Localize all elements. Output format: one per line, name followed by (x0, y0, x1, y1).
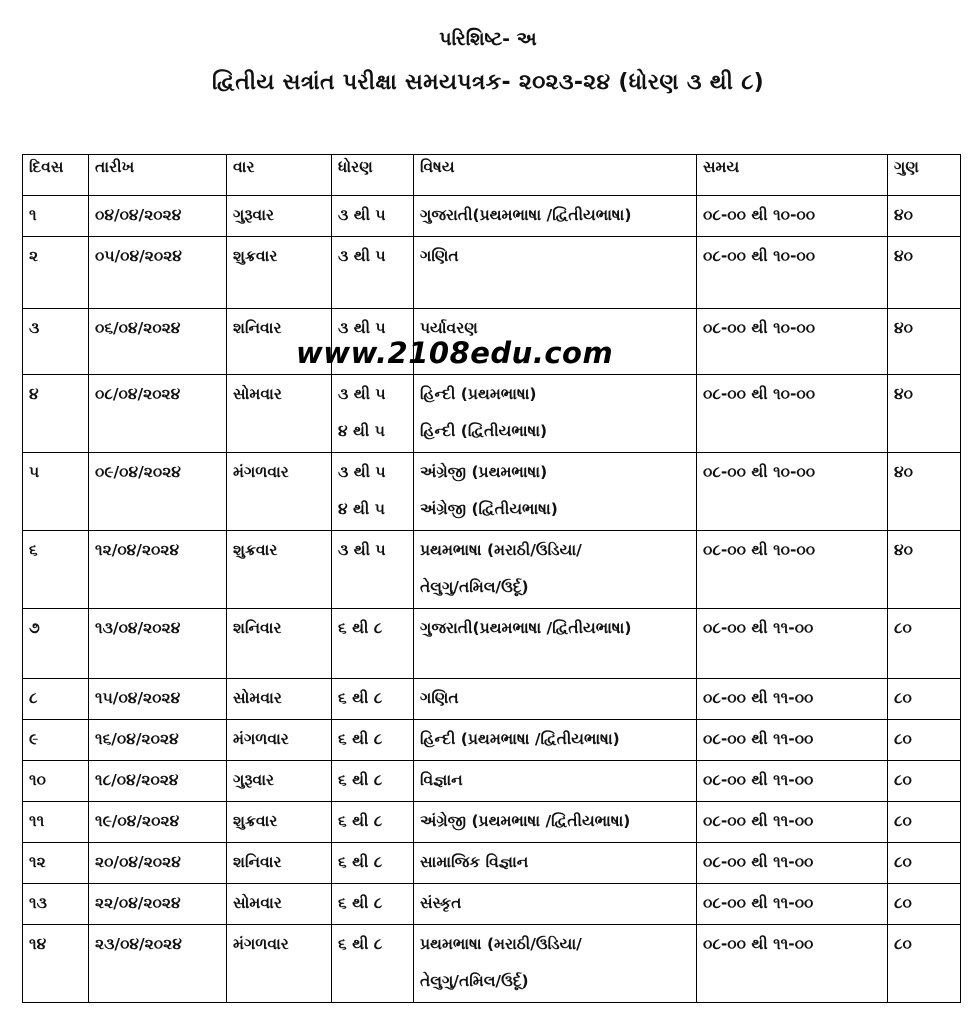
marks-cell-text: ૪૦ (894, 541, 913, 559)
subject-cell-line: તેલુગુ/તમિલ/ઉર્દૂ) (420, 972, 529, 990)
weekday-cell (227, 720, 332, 761)
column-header-marks: ગુણ (888, 155, 961, 196)
time-cell (697, 309, 888, 375)
date-cell (89, 237, 227, 309)
marks-cell (888, 925, 961, 1003)
marks-cell (888, 761, 961, 802)
marks-cell-text: ૮૦ (894, 771, 912, 789)
time-cell (697, 884, 888, 925)
weekday-cell-text: શુક્રવાર (233, 812, 278, 830)
weekday-cell (227, 237, 332, 309)
date-cell-text: ૧૨/૦૪/૨૦૨૪ (95, 541, 180, 559)
subject-cell-line: ગણિત (420, 689, 459, 707)
date-cell (89, 453, 227, 531)
day-cell-text: ૧૪ (29, 935, 47, 953)
date-cell (89, 196, 227, 237)
subject-cell (414, 375, 697, 453)
standard-cell-line: ૬ થી ૮ (338, 771, 383, 789)
exam-schedule-table (22, 154, 961, 1003)
marks-cell (888, 609, 961, 679)
subject-cell-line: પ્રથમભાષા (મરાઠી/ઉડિયા/ (420, 935, 582, 953)
marks-cell (888, 237, 961, 309)
marks-cell-text: ૪૦ (894, 385, 913, 403)
weekday-cell-text: સોમવાર (233, 894, 282, 912)
date-cell-text: ૦૬/૦૪/૨૦૨૪ (95, 319, 181, 337)
time-cell (697, 609, 888, 679)
column-header-subject: વિષય (414, 155, 697, 196)
date-cell (89, 679, 227, 720)
column-header-standard: ધોરણ (332, 155, 414, 196)
marks-cell-text: ૪૦ (894, 206, 913, 224)
time-cell (697, 531, 888, 609)
weekday-cell-text: મંગળવાર (233, 935, 289, 953)
weekday-cell-text: સોમવાર (233, 385, 282, 403)
date-cell (89, 925, 227, 1003)
subject-cell-line: હિન્દી (પ્રથમભાષા /દ્વિતીયભાષા) (420, 730, 620, 748)
marks-cell (888, 196, 961, 237)
weekday-cell (227, 802, 332, 843)
day-cell-text: ૧૨ (29, 853, 46, 871)
page-title: દ્વિતીય સત્રાંત પરીક્ષા સમયપત્રક- ૨૦૨૩-૨૪ (ધોરણ ૩ થી ૮) (212, 70, 764, 95)
standard-cell (332, 196, 414, 237)
marks-cell (888, 802, 961, 843)
weekday-cell (227, 843, 332, 884)
standard-cell-line: ૩ થી ૫ (338, 385, 386, 403)
standard-cell (332, 884, 414, 925)
subject-cell-line: વિજ્ઞાન (420, 771, 463, 789)
table-row (23, 802, 961, 843)
subject-cell (414, 531, 697, 609)
standard-cell-line: ૩ થી ૫ (338, 463, 386, 481)
day-cell (23, 531, 89, 609)
subject-cell (414, 679, 697, 720)
table-body (23, 196, 961, 1003)
time-cell (697, 925, 888, 1003)
weekday-cell (227, 679, 332, 720)
day-cell-text: ૧૩ (29, 894, 47, 912)
weekday-cell (227, 925, 332, 1003)
day-cell-text: ૪ (29, 385, 39, 403)
subject-cell (414, 720, 697, 761)
appendix-label: પરિશિષ્ટ- અ (439, 28, 537, 50)
day-cell-text: ૬ (29, 541, 38, 559)
marks-cell (888, 843, 961, 884)
standard-cell-line: ૬ થી ૮ (338, 730, 383, 748)
subject-cell (414, 884, 697, 925)
date-cell (89, 884, 227, 925)
subject-cell (414, 802, 697, 843)
date-cell-text: ૦૮/૦૪/૨૦૨૪ (95, 385, 181, 403)
time-cell-text: ૦૮-૦૦ થી ૧૦-૦૦ (703, 319, 816, 337)
time-cell-text: ૦૮-૦૦ થી ૧૦-૦૦ (703, 247, 816, 265)
marks-cell-text: ૮૦ (894, 619, 912, 637)
weekday-cell (227, 196, 332, 237)
time-cell-text: ૦૮-૦૦ થી ૧૧-૦૦ (703, 894, 814, 912)
standard-cell (332, 802, 414, 843)
date-cell-text: ૧૮/૦૪/૨૦૨૪ (95, 771, 179, 789)
table-row (23, 237, 961, 309)
marks-cell-text: ૮૦ (894, 894, 912, 912)
time-cell-text: ૦૮-૦૦ થી ૧૧-૦૦ (703, 619, 814, 637)
marks-cell (888, 531, 961, 609)
weekday-cell (227, 884, 332, 925)
subject-cell-line: ગણિત (420, 247, 459, 265)
time-cell (697, 720, 888, 761)
day-cell (23, 309, 89, 375)
date-cell-text: ૨૩/૦૪/૨૦૨૪ (95, 935, 182, 953)
day-cell (23, 453, 89, 531)
subject-cell-line: ગુજરાતી(પ્રથમભાષા /દ્વિતીયભાષા) (420, 619, 632, 637)
date-cell-text: ૧૫/૦૪/૨૦૨૪ (95, 689, 181, 707)
time-cell (697, 237, 888, 309)
standard-cell (332, 237, 414, 309)
date-cell (89, 843, 227, 884)
weekday-cell-text: ગુરૂવાર (233, 206, 275, 224)
day-cell (23, 802, 89, 843)
weekday-cell-text: શનિવાર (233, 319, 282, 337)
time-cell-text: ૦૮-૦૦ થી ૧૧-૦૦ (703, 689, 814, 707)
standard-cell-line: ૬ થી ૮ (338, 812, 383, 830)
subject-cell-line: સામાજિક વિજ્ઞાન (420, 853, 529, 871)
time-cell-text: ૦૮-૦૦ થી ૧૧-૦૦ (703, 935, 814, 953)
table-row (23, 843, 961, 884)
standard-cell-line: ૩ થી ૫ (338, 319, 386, 337)
time-cell-text: ૦૮-૦૦ થી ૧૧-૦૦ (703, 771, 814, 789)
standard-cell (332, 531, 414, 609)
standard-cell-line: ૬ થી ૮ (338, 689, 383, 707)
subject-cell-line: હિન્દી (દ્વિતીયભાષા) (420, 422, 548, 440)
time-cell (697, 679, 888, 720)
day-cell (23, 237, 89, 309)
date-cell-text: ૦૪/૦૪/૨૦૨૪ (95, 206, 182, 224)
weekday-cell (227, 761, 332, 802)
day-cell-text: ૫ (29, 463, 40, 481)
marks-cell (888, 679, 961, 720)
table-header-row (23, 155, 961, 196)
weekday-cell-text: મંગળવાર (233, 730, 289, 748)
day-cell (23, 196, 89, 237)
time-cell (697, 843, 888, 884)
marks-cell-text: ૪૦ (894, 247, 913, 265)
date-cell (89, 531, 227, 609)
date-cell (89, 309, 227, 375)
table-row (23, 925, 961, 1003)
marks-cell-text: ૪૦ (894, 319, 913, 337)
table-row (23, 679, 961, 720)
marks-cell-text: ૮૦ (894, 730, 912, 748)
standard-cell-line: ૬ થી ૮ (338, 894, 383, 912)
subject-cell (414, 925, 697, 1003)
table-row (23, 609, 961, 679)
standard-cell (332, 375, 414, 453)
subject-cell-line: અંગ્રેજી (પ્રથમભાષા /દ્વિતીયભાષા) (420, 812, 631, 830)
time-cell-text: ૦૮-૦૦ થી ૧૧-૦૦ (703, 853, 814, 871)
subject-cell-line: હિન્દી (પ્રથમભાષા) (420, 385, 537, 403)
table-row (23, 531, 961, 609)
time-cell-text: ૦૮-૦૦ થી ૧૧-૦૦ (703, 730, 814, 748)
day-cell (23, 375, 89, 453)
subject-cell-line: પ્રથમભાષા (મરાઠી/ઉડિયા/ (420, 541, 582, 559)
day-cell (23, 925, 89, 1003)
standard-cell-line: ૬ થી ૮ (338, 619, 383, 637)
weekday-cell (227, 453, 332, 531)
time-cell (697, 453, 888, 531)
subject-cell (414, 843, 697, 884)
day-cell-text: ૯ (29, 730, 39, 748)
column-header-day: દિવસ (23, 155, 89, 196)
standard-cell-line: ૩ થી ૫ (338, 247, 386, 265)
weekday-cell-text: શનિવાર (233, 853, 282, 871)
table-row (23, 761, 961, 802)
standard-cell-line: ૬ થી ૮ (338, 853, 383, 871)
weekday-cell (227, 375, 332, 453)
standard-cell (332, 843, 414, 884)
weekday-cell-text: શનિવાર (233, 619, 282, 637)
day-cell (23, 679, 89, 720)
time-cell (697, 761, 888, 802)
time-cell-text: ૦૮-૦૦ થી ૧૦-૦૦ (703, 541, 816, 559)
date-cell-text: ૦૫/૦૪/૨૦૨૪ (95, 247, 182, 265)
weekday-cell-text: સોમવાર (233, 689, 282, 707)
time-cell-text: ૦૮-૦૦ થી ૧૦-૦૦ (703, 463, 816, 481)
weekday-cell (227, 531, 332, 609)
standard-cell (332, 720, 414, 761)
column-header-weekday: વાર (227, 155, 332, 196)
subject-cell-line: સંસ્કૃત (420, 894, 462, 912)
date-cell-text: ૧૬/૦૪/૨૦૨૪ (95, 730, 179, 748)
standard-cell (332, 609, 414, 679)
subject-cell-line: પર્યાવરણ (420, 319, 478, 337)
day-cell-text: ૭ (29, 619, 40, 637)
subject-cell (414, 609, 697, 679)
date-cell-text: ૧૩/૦૪/૨૦૨૪ (95, 619, 181, 637)
day-cell-text: ૮ (29, 689, 38, 707)
day-cell-text: ૧ (29, 206, 37, 224)
day-cell-text: ૨ (29, 247, 39, 265)
time-cell (697, 375, 888, 453)
standard-cell (332, 761, 414, 802)
day-cell (23, 720, 89, 761)
marks-cell (888, 720, 961, 761)
table-row (23, 720, 961, 761)
day-cell-text: ૧૦ (29, 771, 46, 789)
date-cell (89, 609, 227, 679)
subject-cell (414, 237, 697, 309)
standard-cell (332, 453, 414, 531)
date-cell (89, 720, 227, 761)
column-header-date: તારીખ (89, 155, 227, 196)
date-cell-text: ૨૦/૦૪/૨૦૨૪ (95, 853, 181, 871)
subject-cell-line: અંગ્રેજી (પ્રથમભાષા) (420, 463, 548, 481)
marks-cell (888, 884, 961, 925)
standard-cell (332, 925, 414, 1003)
marks-cell (888, 453, 961, 531)
table-row (23, 196, 961, 237)
standard-cell (332, 679, 414, 720)
watermark-url: www.2108edu.com (296, 336, 614, 370)
subject-cell (414, 196, 697, 237)
day-cell (23, 884, 89, 925)
weekday-cell-text: શુક્રવાર (233, 247, 278, 265)
date-cell-text: ૧૯/૦૪/૨૦૨૪ (95, 812, 180, 830)
day-cell (23, 843, 89, 884)
marks-cell (888, 309, 961, 375)
marks-cell-text: ૪૦ (894, 463, 913, 481)
time-cell-text: ૦૮-૦૦ થી ૧૦-૦૦ (703, 385, 816, 403)
table-row (23, 453, 961, 531)
date-cell (89, 761, 227, 802)
date-cell-text: ૨૨/૦૪/૨૦૨૪ (95, 894, 181, 912)
weekday-cell-text: શુક્રવાર (233, 541, 278, 559)
weekday-cell (227, 609, 332, 679)
standard-cell-line: ૪ થી ૫ (338, 422, 385, 440)
time-cell (697, 802, 888, 843)
subject-cell (414, 761, 697, 802)
marks-cell-text: ૮૦ (894, 935, 912, 953)
subject-cell-line: તેલુગુ/તમિલ/ઉર્દૂ) (420, 578, 529, 596)
marks-cell (888, 375, 961, 453)
standard-cell-line: ૬ થી ૮ (338, 935, 383, 953)
table-row (23, 375, 961, 453)
weekday-cell-text: મંગળવાર (233, 463, 289, 481)
subject-cell-line: અંગ્રેજી (દ્વિતીયભાષા) (420, 500, 558, 518)
day-cell-text: ૧૧ (29, 812, 45, 830)
time-cell-text: ૦૮-૦૦ થી ૧૧-૦૦ (703, 812, 814, 830)
date-cell-text: ૦૯/૦૪/૨૦૨૪ (95, 463, 181, 481)
day-cell (23, 609, 89, 679)
column-header-time: સમય (697, 155, 888, 196)
standard-cell-line: ૩ થી ૫ (338, 206, 386, 224)
time-cell (697, 196, 888, 237)
standard-cell-line: ૪ થી ૫ (338, 500, 385, 518)
subject-cell (414, 453, 697, 531)
marks-cell-text: ૮૦ (894, 853, 912, 871)
subject-cell-line: ગુજરાતી(પ્રથમભાષા /દ્વિતીયભાષા) (420, 206, 632, 224)
date-cell (89, 802, 227, 843)
weekday-cell-text: ગુરૂવાર (233, 771, 275, 789)
day-cell (23, 761, 89, 802)
table-row (23, 884, 961, 925)
time-cell-text: ૦૮-૦૦ થી ૧૦-૦૦ (703, 206, 816, 224)
date-cell (89, 375, 227, 453)
standard-cell-line: ૩ થી ૫ (338, 541, 386, 559)
marks-cell-text: ૮૦ (894, 812, 912, 830)
marks-cell-text: ૮૦ (894, 689, 912, 707)
day-cell-text: ૩ (29, 319, 40, 337)
